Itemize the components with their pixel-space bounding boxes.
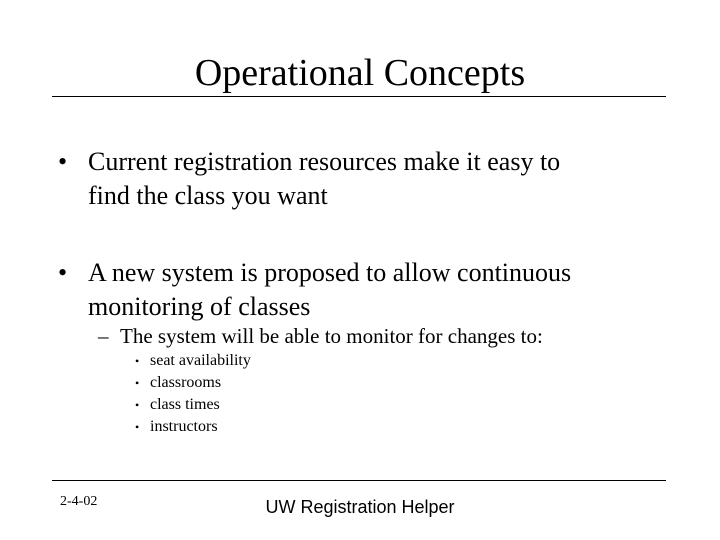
bullet-marker: • <box>58 258 68 287</box>
footer-divider <box>52 480 666 481</box>
slide-title: Operational Concepts <box>194 52 526 94</box>
list-item-text: class times <box>150 396 220 413</box>
footer-title: UW Registration Helper <box>265 497 455 517</box>
sub-bullet-marker: – <box>98 324 109 348</box>
bullet-line: Current registration resources make it easy to <box>88 147 561 176</box>
list-item-marker: • <box>135 398 140 412</box>
list-item-text: seat availability <box>150 352 251 369</box>
list-item-text: instructors <box>150 418 218 435</box>
bullet-text <box>88 256 688 324</box>
bullet-marker: • <box>58 147 68 176</box>
bullet-line: monitoring of classes <box>88 292 311 321</box>
list-item-text: classrooms <box>150 374 222 391</box>
bullet-text <box>88 145 688 213</box>
title-divider <box>52 96 666 97</box>
footer-date: 2-4-02 <box>60 494 98 509</box>
list-item-marker: • <box>135 420 140 434</box>
sub-bullet-text: The system will be able to monitor for changes to: <box>120 324 543 348</box>
list-item-marker: • <box>135 376 140 390</box>
bullet-line: find the class you want <box>88 181 328 210</box>
list-item-marker: • <box>135 354 140 368</box>
bullet-line: A new system is proposed to allow continuous <box>88 258 572 287</box>
